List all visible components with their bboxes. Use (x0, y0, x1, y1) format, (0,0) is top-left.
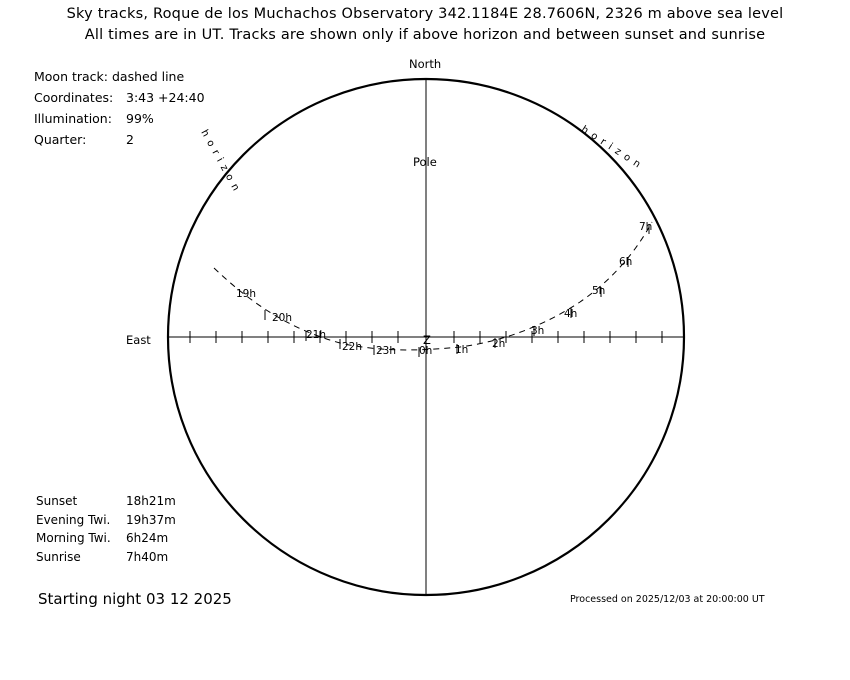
chart-subtitle: All times are in UT. Tracks are shown only if above horizon and between sunset and sunrise (84, 27, 766, 43)
twilight-label: Sunrise (36, 549, 81, 564)
twilight-value: 7h40m (126, 549, 169, 564)
coordinates-label: Coordinates: (34, 90, 114, 105)
horizon-label-left: h o r i z o n (198, 128, 242, 194)
chart-title: Sky tracks, Roque de los Muchachos Observatory 342.1184E 28.7606N, 2326 m above sea level (66, 6, 784, 22)
moon-track-path (214, 222, 652, 350)
starting-night-label: Starting night 03 12 2025 (38, 590, 232, 608)
hour-label: 6h (619, 256, 633, 268)
moon-track-note: Moon track: dashed line (34, 69, 185, 84)
hour-label: 7h (639, 221, 653, 233)
quarter-label: Quarter: (34, 132, 87, 147)
illumination-value: 99% (126, 111, 154, 126)
processed-on-label: Processed on 2025/12/03 at 20:00:00 UT (570, 594, 765, 605)
hour-label: 20h (272, 312, 293, 324)
hour-label: 5h (592, 285, 606, 297)
hour-label: 23h (376, 345, 397, 357)
hour-label: 3h (531, 325, 545, 337)
hour-label: 0h (419, 345, 433, 357)
pole-label: Pole (413, 155, 437, 169)
illumination-label: Illumination: (34, 111, 112, 126)
twilight-value: 19h37m (126, 512, 176, 527)
hour-label: 19h (236, 288, 257, 300)
hour-label: 2h (492, 338, 506, 350)
zenith-label: Z (423, 333, 431, 347)
horizon-label-right: h o r i z o n (579, 124, 643, 171)
coordinates-value: 3:43 +24:40 (126, 90, 205, 105)
hour-label: 21h (306, 329, 327, 341)
quarter-value: 2 (126, 132, 134, 147)
twilight-label: Sunset (36, 494, 78, 508)
twilight-label: Evening Twi. (36, 512, 111, 527)
hour-label: 1h (455, 344, 469, 356)
twilight-value: 6h24m (126, 531, 169, 545)
cardinal-north-label: North (409, 57, 442, 71)
hour-label: 4h (564, 308, 578, 320)
twilight-label: Morning Twi. (36, 531, 111, 545)
cardinal-east-label: East (126, 333, 151, 347)
hour-label: 22h (342, 341, 363, 353)
twilight-value: 18h21m (126, 494, 176, 508)
